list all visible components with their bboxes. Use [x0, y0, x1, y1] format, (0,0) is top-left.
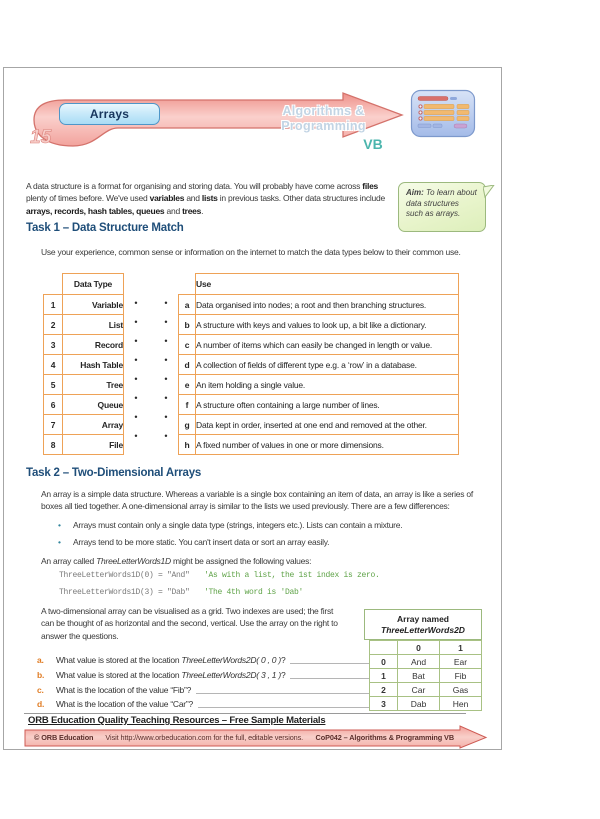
table-row — [44, 315, 124, 335]
table-row — [44, 435, 124, 455]
grid-row-index: 1 — [370, 669, 398, 683]
bold-term-structures: arrays, records, hash tables, queues — [26, 205, 165, 216]
paragraph-line: boxes all tied together. A one-dimensional array is similar to the lists we used previously. There are a few differences: — [41, 501, 450, 512]
match-dot[interactable] — [155, 408, 177, 427]
footer-copyright: © ORB Education — [34, 733, 94, 742]
array-box-title: Array named — [397, 613, 449, 624]
array-box-name: ThreeLetterWords2D — [381, 624, 465, 635]
paragraph-line: An array is a simple data structure. Whereas a variable is a single box containing an item of data, an array is like a series of — [41, 489, 473, 499]
intro-text: A data structure is a format for organising and storing data. You will probably have come across — [26, 181, 363, 191]
table-row — [179, 295, 459, 315]
grid-row-index: 3 — [370, 697, 398, 711]
row-letter: c — [179, 335, 196, 355]
bullet-item: • Arrays tend to be more static. You can't insert data or sort an array easily. — [56, 536, 402, 548]
data-type-cell: Queue — [63, 395, 124, 415]
empty-cell — [179, 274, 196, 295]
row-letter: e — [179, 375, 196, 395]
grid-col-header: 1 — [440, 641, 482, 655]
code-intro-text: might be assigned the following values: — [170, 556, 312, 566]
grid-value-cell: Car — [398, 683, 440, 697]
bold-term-variables: variables — [149, 193, 185, 204]
footer-headline: ORB Education Quality Teaching Resources – Free Sample Materials — [28, 715, 326, 726]
match-dot[interactable] — [125, 351, 147, 370]
match-dot[interactable] — [125, 294, 147, 313]
row-number: 5 — [44, 375, 63, 395]
data-type-cell: Variable — [63, 295, 124, 315]
match-dot[interactable] — [155, 294, 177, 313]
question-text — [56, 699, 193, 709]
use-header: Use — [196, 274, 459, 295]
row-number: 2 — [44, 315, 63, 335]
use-cell: Data organised into nodes; a root and then branching structures. — [196, 295, 459, 315]
question-pre: What is the location of the value “Car”? — [56, 699, 193, 709]
row-letter: f — [179, 395, 196, 415]
series-title-line2: Programming — [281, 118, 366, 133]
grid-corner-cell — [370, 641, 398, 655]
question-letter: d. — [37, 699, 45, 709]
aim-label: Aim: — [406, 188, 424, 197]
code-statement: ThreeLetterWords1D(0) = "And" — [59, 571, 190, 580]
match-dots-right-column — [155, 294, 177, 446]
array-ref-italic: ThreeLetterWords2D( 3 , 1 ) — [181, 670, 281, 680]
table-row — [179, 375, 459, 395]
task1-instruction: Use your experience, common sense or information on the internet to match the data types below to their common use. — [41, 247, 461, 257]
grid-value-cell: Gas — [440, 683, 482, 697]
match-dot[interactable] — [125, 408, 147, 427]
intro-text: . — [201, 205, 204, 216]
grid-row-index: 0 — [370, 655, 398, 669]
question-pre: What value is stored at the location — [56, 655, 182, 665]
use-cell: A structure often containing a large number of lines. — [196, 395, 459, 415]
question-d — [37, 696, 394, 709]
task2-paragraph2 — [41, 605, 361, 642]
match-dot[interactable] — [155, 351, 177, 370]
question-letter: c. — [37, 685, 44, 695]
paragraph-line: A two-dimensional array can be visualised as a grid. Two indexes are used; the first — [41, 606, 334, 616]
match-dot[interactable] — [155, 313, 177, 332]
lesson-number: 15 — [30, 127, 52, 148]
question-text — [56, 670, 285, 680]
row-letter: a — [179, 295, 196, 315]
bold-term-lists: lists — [201, 193, 218, 204]
intro-text: in previous tasks. Other data structures include — [217, 193, 385, 204]
grid-row — [370, 683, 482, 697]
row-number: 7 — [44, 415, 63, 435]
paragraph-line: can be thought of as horizontal and the second, vertical. Use the array on the right to — [41, 618, 338, 629]
code-line — [59, 588, 380, 605]
table-row — [44, 395, 124, 415]
match-dot[interactable] — [125, 370, 147, 389]
match-dot[interactable] — [125, 313, 147, 332]
aim-text: To learn about data structures such as arrays. — [406, 188, 477, 218]
grid-row — [370, 697, 482, 711]
data-type-cell: Record — [63, 335, 124, 355]
use-cell: Data kept in order, inserted at one end and removed at the other. — [196, 415, 459, 435]
row-letter: d — [179, 355, 196, 375]
question-letter: b. — [37, 670, 45, 680]
task2-bullet-list — [56, 519, 402, 553]
grid-value-cell: Hen — [440, 697, 482, 711]
series-title-line1: Algorithms & — [282, 104, 365, 118]
footer-divider — [24, 713, 466, 714]
table-row — [179, 315, 459, 335]
task2-heading: Task 2 – Two-Dimensional Arrays — [26, 467, 202, 479]
grid-header-row — [370, 641, 482, 655]
paragraph-line: answer the questions. — [41, 630, 119, 641]
code-line — [59, 571, 380, 588]
row-number: 8 — [44, 435, 63, 455]
use-cell: A structure with keys and values to look up, a bit like a dictionary. — [196, 315, 459, 335]
task1-heading: Task 1 – Data Structure Match — [26, 222, 184, 234]
footer-visit-link[interactable]: Visit http://www.orbeducation.com for the full, editable versions. — [105, 733, 304, 742]
question-pre: What value is stored at the location — [56, 670, 182, 680]
intro-text: plenty of times before. We've used — [26, 193, 150, 204]
data-type-header: Data Type — [63, 274, 124, 295]
task2-paragraph1 — [41, 488, 481, 513]
aim-callout-tail — [483, 185, 495, 199]
question-c — [37, 682, 394, 695]
grid-value-cell: Ear — [440, 655, 482, 669]
series-title — [256, 104, 391, 133]
grid-row — [370, 655, 482, 669]
code-block — [59, 571, 380, 605]
table-row — [179, 395, 459, 415]
match-dot[interactable] — [155, 332, 177, 351]
match-dot[interactable] — [155, 427, 177, 446]
footer-doc-code: CoP042 – Algorithms & Programming VB — [315, 733, 454, 742]
match-dot[interactable] — [125, 427, 147, 446]
bullet-item: • Arrays must contain only a single data type (strings, integers etc.). Lists can contain a mixture. — [56, 519, 402, 531]
question-letter: a. — [37, 655, 44, 665]
question-text — [56, 655, 285, 665]
row-letter: g — [179, 415, 196, 435]
answer-blank[interactable] — [198, 706, 394, 708]
use-table — [178, 273, 459, 455]
array-grid-table — [369, 640, 482, 711]
aim-callout — [398, 182, 486, 232]
answer-blank[interactable] — [196, 692, 394, 694]
row-number: 3 — [44, 335, 63, 355]
row-number: 6 — [44, 395, 63, 415]
table-row — [44, 335, 124, 355]
grid-row — [370, 669, 482, 683]
data-type-cell: List — [63, 315, 124, 335]
data-type-cell: File — [63, 435, 124, 455]
row-letter: b — [179, 315, 196, 335]
grid-value-cell: And — [398, 655, 440, 669]
table-row — [44, 295, 124, 315]
footer-bar — [34, 733, 454, 742]
use-cell: An item holding a single value. — [196, 375, 459, 395]
use-cell: A fixed number of values in one or more dimensions. — [196, 435, 459, 455]
question-a — [37, 652, 394, 665]
row-letter: h — [179, 435, 196, 455]
lesson-title-badge — [59, 103, 160, 125]
match-dot[interactable] — [155, 370, 177, 389]
intro-paragraph — [26, 180, 396, 217]
table-row — [44, 355, 124, 375]
table-row — [179, 355, 459, 375]
match-dot[interactable] — [125, 389, 147, 408]
question-text — [56, 685, 191, 695]
intro-text: and — [184, 193, 202, 204]
array-ref-italic: ThreeLetterWords2D( 0 , 0 ) — [181, 655, 281, 665]
use-cell: A collection of fields of different type e.g. a ‘row’ in a database. — [196, 355, 459, 375]
bold-term-files: files — [362, 181, 379, 191]
table-row — [179, 335, 459, 355]
data-type-table — [43, 273, 124, 455]
question-b — [37, 667, 394, 680]
question-post: ? — [280, 655, 286, 665]
table-row — [179, 435, 459, 455]
grid-value-cell: Bat — [398, 669, 440, 683]
grid-row-index: 2 — [370, 683, 398, 697]
form-window-icon — [410, 89, 476, 139]
code-intro-text: An array called — [41, 556, 97, 566]
match-dot[interactable] — [125, 332, 147, 351]
code-statement: ThreeLetterWords1D(3) = "Dab" — [59, 588, 190, 597]
data-type-cell: Hash Table — [63, 355, 124, 375]
empty-cell — [44, 274, 63, 295]
array-name-italic: ThreeLetterWords1D — [96, 556, 171, 566]
question-post: ? — [280, 670, 286, 680]
table-row — [44, 415, 124, 435]
data-type-cell: Tree — [63, 375, 124, 395]
array-name-box — [364, 609, 482, 640]
worksheet-page — [3, 67, 502, 750]
grid-value-cell: Fib — [440, 669, 482, 683]
grid-col-header: 0 — [398, 641, 440, 655]
row-number: 4 — [44, 355, 63, 375]
code-comment: 'The 4th word is 'Dab' — [204, 588, 304, 597]
language-badge: VB — [363, 136, 383, 152]
table-row — [179, 415, 459, 435]
code-intro-line — [41, 555, 311, 567]
intro-text: and — [164, 205, 183, 216]
use-cell: A number of items which can easily be changed in length or value. — [196, 335, 459, 355]
code-comment: 'As with a list, the 1st index is zero. — [204, 571, 380, 580]
bold-term-trees: trees — [182, 205, 202, 216]
table-row — [44, 375, 124, 395]
lesson-title: Arrays — [89, 107, 130, 121]
question-pre: What is the location of the value “Fib”? — [56, 685, 192, 695]
data-type-cell: Array — [63, 415, 124, 435]
match-dots-left-column — [125, 294, 147, 446]
match-dot[interactable] — [155, 389, 177, 408]
grid-value-cell: Dab — [398, 697, 440, 711]
row-number: 1 — [44, 295, 63, 315]
